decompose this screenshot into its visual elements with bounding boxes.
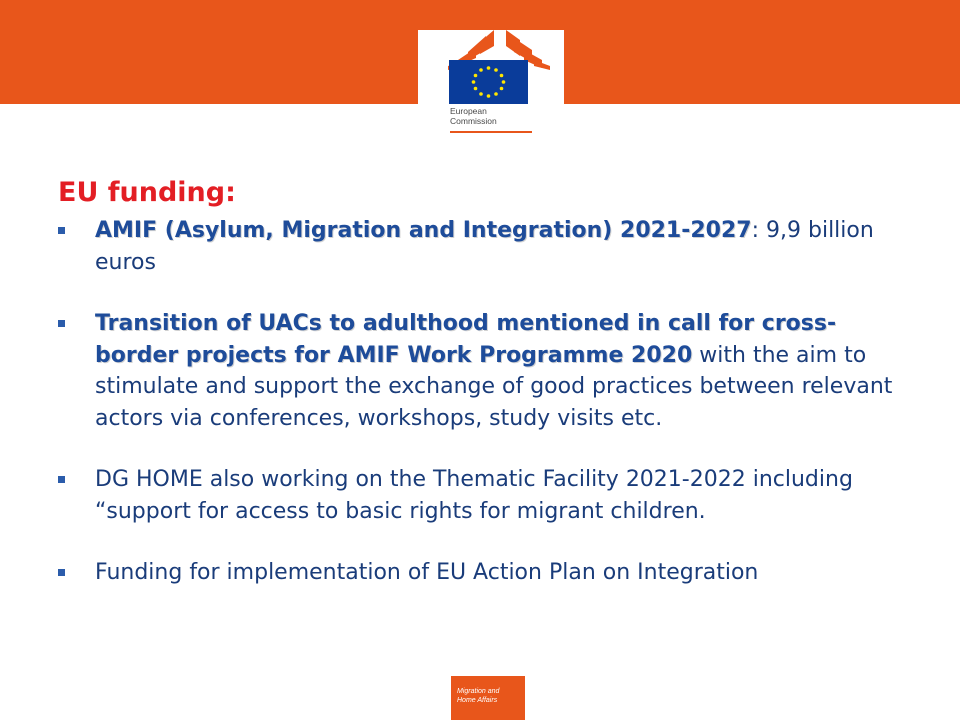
bullet-list [58,215,908,619]
footer-dg-badge [451,676,525,720]
bullet-text: with the aim to stimulate and support the exchange of good practices between relevant actors via conferences, workshops, study visits etc. [95,342,893,431]
footer-text [457,688,499,705]
bullet-square-icon [58,476,65,483]
logo-underline [450,131,532,133]
bullet-item-dg-home [58,464,908,527]
bullet-square-icon [58,227,65,234]
bullet-text: : 9,9 billion euros [95,218,874,275]
bullet-text: DG HOME also working on the Thematic Facility 2021-2022 including “support for access to basic rights for migrant children. [95,467,853,524]
european-commission-logo [418,30,564,136]
bullet-item-action-plan [58,557,908,589]
bullet-item-amif [58,215,908,278]
bullet-text: Funding for implementation of EU Action Plan on Integration [95,560,759,585]
logo-text [450,106,497,126]
footer-line-2: Home Affairs [457,696,498,704]
footer-line-1: Migration and [457,688,500,695]
bullet-bold-text: Transition of UACs to adulthood mentioned in call for cross-border projects for AMIF Work Programme 2020 [95,311,837,368]
bullet-item-transition [58,308,908,434]
bullet-square-icon [58,569,65,576]
bullet-square-icon [58,320,65,327]
logo-line-commission: Commission [450,116,497,126]
slide-heading: EU funding: [58,177,236,208]
bullet-bold-text: AMIF (Asylum, Migration and Integration) 2021-2027 [95,218,752,243]
logo-line-european: European [450,106,487,116]
